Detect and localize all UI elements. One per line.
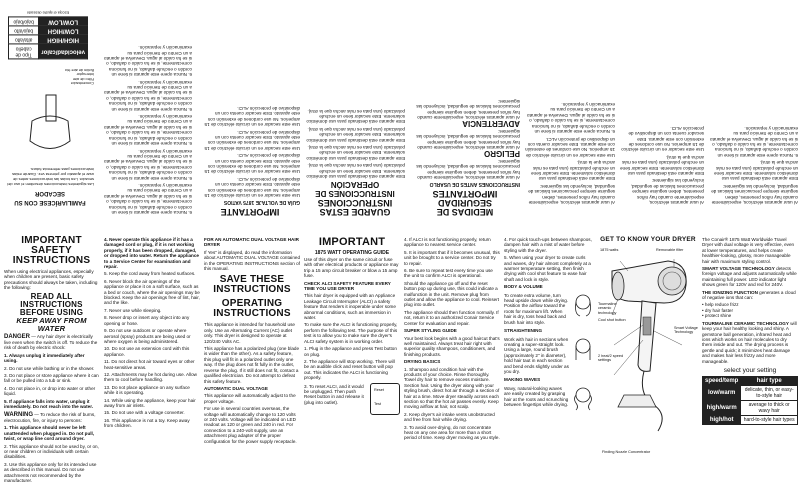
straightening-text: Work with hair in sections when creating a super-straight look. Using a large, round brush (approximately 2" in diameter), hold hair taut in each section and bend ends slightly under as you dry. [504,336,569,374]
techniques-column [504,236,594,458]
upside-col2-body-repeat: 6. Nunca opere este aparato si tiene un cordón o enchufe dañado, si no funciona correctamente, si se ha caído o dañado, o si se ha caído al agua. Devuelva el aparato a un Centro de Servicio para su examinación y reparación. [709,125,798,158]
upside-table-caption: Escoja el ajuste deseado [26,10,70,15]
warning-item: 15. Do not use with a voltage converter. [104,410,185,416]
warning-item: 9. Do not use outdoors or operate where aerosol (spray) products are being used or where oxygen is being administered. [104,328,191,344]
warning-item: 3. Use this appliance only for its intended use as described in this manual. Do not use attachments not recommended by the manufacturer. [4,461,97,483]
auto-voltage-text: For use in several countries overseas, the voltage will automatically change to 120 volts or 240 volts. Voltage will be indicated on LED readout as 120 or green and 240 in red. For connection to a 240-volt supply, use an attachment plug adapter of the proper configuration for the power supply receptacle. [204,406,297,444]
alci-title: CHECK ALCI SAFETY FEATURE EVERY TIME YOU USE DRYER [304,280,391,292]
save-instructions-heading: SAVE THESE INSTRUCTIONS [213,274,291,296]
upside-col-3 [200,6,300,216]
upside-col3-body-repeat: Use este secador en un circuito eléctrico de 15 amperios. No use cordones de extensión con este aparato. Este secador cuenta con un dispositivo de protección ALCI. [204,153,300,175]
settings-hair-cell: hard-to-style hair types [741,415,798,424]
drying-basics-title: DRYING BASICS [404,359,441,365]
upside-col-8 [708,6,798,206]
upside-col4-sub: INSTRUCCIONES DE OPERACIÓN [315,180,395,198]
ionizing-text: generates a cloud of negative ions that can: [702,289,796,301]
styling-column [404,236,500,458]
danger-item: 4. Do not place in, or drop into water or other liquid. [4,385,96,397]
warning-item: 12. Attachments may be hot during use. Allow them to cool before handling. [104,371,197,383]
drying-step: 1. Shampoo and condition hair with the products of your choice. Rinse thoroughly. Towel dry hair to remove excess moisture. Section hair. Using the dryer along with your styling brush, direct hot air through a section of hair at a time. Move dryer steadily across each section so that the hot air passes evenly. Keep moving airflow at hair, not scalp. [404,366,500,410]
dual-voltage-title: FOR AN AUTOMATIC DUAL VOLTAGE HAIR DRYER [204,237,299,248]
upside-col1-label-2: Filtro de aire [72,76,94,81]
upside-col-7 [620,6,704,206]
upside-col1-body: Las siguientes instrucciones describen el uso del secador. Lea todas las instrucciones antes de usar el aparato por primera vez. Guarde estas instrucciones para referencia futura. [7,167,94,187]
tourmaline-label: Tourmaline ceramic technology [598,302,617,315]
operating-instructions-heading: OPERATING INSTRUCTIONS [213,298,291,320]
warning-item: 2. This appliance should not be used by, or on, or near children or individuals with certain disabilities. [4,443,99,460]
upside-col3-body-repeat: Use este secador en un circuito eléctrico de 15 amperios. No use cordones de extensión con este aparato. Este secador cuenta con un dispositivo de protección ALCI. [204,129,300,151]
safety-column [4,235,99,483]
drying-step: 4. For quick touch-ups between shampoos, dampen hair with a mist of water before styling with the dryer. [504,237,592,253]
smart-voltage-label: Smart Voltage Technology [674,326,698,335]
settings-speed-cell: low/warm [703,385,741,400]
upside-col3-body-repeat: Use este secador en un circuito eléctrico de 15 amperios. No use cordones de extensión con este aparato. Este secador cuenta con un dispositivo de protección ALCI. [204,105,300,128]
warning-item: 11. Do not direct hot air toward eyes or other heat-sensitive areas. [104,359,195,370]
upside-col4-title: GUARDE ESTAS INSTRUCCIONES [317,198,393,217]
alci-text: This hair dryer is equipped with an Appliance Leakage Circuit Interrupter (ALCI) a safety feature that renders it inoperable under some abnormal conditions, such as immersion in water. [304,293,396,321]
upside-col5-warn: PELIGRO [483,149,520,159]
upside-col3-body-repeat: Use este secador en un circuito eléctrico de 15 amperios. No use cordones de extensión con este aparato. Este secador cuenta con un dispositivo de protección ALCI. [525,136,615,158]
settings-speed-cell: high/warm [703,400,741,415]
alci-text: To make sure the ALCI is functioning properly, perform the following test. The purpose of this test is to allow you to make sure the dryer's ALCI safety system is in working order. [304,322,398,344]
drying-step: 2. Keep dryer's air intake vents unobstructed and free from hair while drying. [404,411,495,423]
settings-hair-cell: average to thick or wavy hair [741,400,798,415]
upside-settings-table [8,10,88,59]
alci-step: 3. To reset ALCI, and it would be unplugged. Then push Reset button in and release it (plug into outlet). [304,383,364,405]
hair-dryer-illustration [598,245,698,435]
select-setting-heading: select your setting [723,366,777,374]
warning-item: 13. Do not place appliance on any surface while it is operating. [104,384,190,396]
smart-voltage-text: detects foreign voltage and adjusts automatically while maintaining full power. LED indicator light shows green for 120V and red for 240V. [702,266,797,288]
upside-col1-title: FAMILIARÍCESE CON SU SECADOR [14,190,86,205]
upside-col2-body-repeat: 6. Nunca opere este aparato si tiene un cordón o enchufe dañado, si no funciona correctamente, si se ha caído o dañado, o si se ha caído al agua. Devuelva el aparato a un Centro de Servicio para su examinación y reparación. [103,45,192,78]
upside-col-2 [102,6,192,216]
filter-label: Removable filter [656,248,684,252]
upside-col-5 [410,6,520,216]
nozzle-label: Finding Nozzle Concentrator [602,450,651,454]
settings-header: speed/temp [703,376,741,385]
upside-col-6 [525,6,615,206]
drying-step: 5. When using your dryer to create curls and waves, dry hair almost completely at a warmer temperature setting, then finish drying with cool shot feature to ease hair shaft and lock in style. [504,255,591,282]
safety-intro: When using electrical appliances, especially when children are present, basic safety precautions should always be taken, including the following: [4,269,98,291]
upside-col2-body-repeat: 6. Nunca opere este aparato si tiene un cordón o enchufe dañado, si no funciona correctamente, si se ha caído o dañado, o si se ha caído al agua. Devuelva el aparato a un Centro de Servicio para su examinación y reparación. [103,148,192,181]
alci-step: 2. The appliance will stop working. There will be an audible click and reset button will pop out. This indicates the ALCI is functioning properly. [304,358,395,381]
upside-col1-label-1: Concentrador [70,81,94,85]
upside-col3-sub: GUÍA DE VOLTAJE 1875 VATIOS [223,199,300,205]
upside-col3-body: Use este secador en un circuito eléctrico de 15 amperios. No use cordones de extensión con este aparato. Este secador cuenta con un dispositivo de protección ALCI. [204,176,300,198]
warning-item: 4. Never operate this appliance if it has a damaged cord or plug, if it is not working properly, if it has been dropped, damaged, or dropped into water. Return the appliance to a Service Center for examination and repair. [104,237,199,270]
upside-col5-sub: INSTRUCCIONES ANTES DE USARLO [429,181,520,187]
upside-col5-body-repeat: Al usar aparatos eléctricos, especialmente cuando hay niños presentes, deben seguirse siempre precauciones básicas de seguridad, incluyendo las siguientes: [416,98,520,120]
upside-table-cell: bajo/bajo [9,17,39,26]
upside-col4-body-repeat: Este aparato está destinado para uso doméstico solamente. Este secador tiene un enchufe polarizado (una pata es más ancha que la otra). [713,160,798,182]
watts-label: 1875 watts [600,248,619,252]
settings-table [702,376,798,425]
super-styling-text: Your best look begins with a good haircut that's well maintained. Always treat hair right with superior quality shampoos, conditioners, and finishing products. [404,335,500,357]
super-styling-title: SUPER STYLING GUIDE [404,328,457,334]
cool-shot-label: Cool shot button [598,318,626,322]
dual-voltage-text: If Yes" is displayed, do read the information about AUTOMATIC DUAL VOLTAGE contained in the OPERATING INSTRUCTIONS section of this manual. [204,249,300,272]
tourmaline-text: will keep your hair healthy looking and shiny. A gemstone ball generation, infrared heat and ions which works on hair molecules to dry them inside and out. The drying process is gentle and quick; it minimizes heat damage and makes hair less frizzy and more manageable. [702,320,797,364]
ionizing-title: THE IONIZING FUNCTION [702,289,758,295]
settings-hair-cell: delicate, thin, or easy-to-style hair [741,385,798,400]
alci-step: 5. It is important that if it becomes unusual, this unit be brought to a service center. Do not try to repair. [404,249,500,266]
auto-voltage-title: AUTOMATIC DUAL VOLTAGE [204,385,268,391]
keep-away-heading: KEEP AWAY FROM WATER [16,315,87,333]
know-your-dryer-title: GET TO KNOW YOUR DRYER [600,236,696,243]
making-waves-text: Wavy, natural-looking waves are easily created by grasping hair at the roots and scrunching between fingertips while drying. [504,385,569,407]
warning-item: 5. Keep the cord away from heated surfaces. [104,271,196,277]
read-instructions-heading: READ ALL INSTRUCTIONS BEFORE USING [19,291,84,317]
woman-head-icon [572,292,594,318]
alci-step: 6. Be sure to repeat test every time you use the unit to confirm ALCI is operational. [404,268,493,279]
upside-table-cell: bajo/alto [9,26,39,35]
alci-text: Use of this dryer on the same circuit or fuse with other electrical products or appliance may trip a 15 amp circuit breaker or blow a 15 amp fuse. [304,257,399,279]
upside-col1-label-3: Interruptor [76,72,94,77]
test-label: Test [374,401,381,406]
ion-benefit: • protect shine [702,313,732,319]
danger-item: 1. Always unplug it immediately after using. [4,352,85,364]
upside-col4-body-repeat: Este aparato está destinado para uso doméstico solamente. Este secador tiene un enchufe polarizado (una pata es más ancha que la otra). [306,144,405,161]
ion-benefit: • help reduce frizz [702,302,739,308]
tourmaline-title: TOURMALINE CERAMIC TECHNOLOGY [702,320,789,326]
warning-item: 7. Never use while sleeping. [104,307,162,313]
alci-step: 1. Plug in the appliance and press Test button on plug. [304,346,397,357]
upside-col5-body-repeat: Al usar aparatos eléctricos, especialmente cuando hay niños presentes, deben seguirse siempre precauciones básicas de seguridad, incluyendo las siguientes: [528,183,615,205]
ion-benefit: • dry hair faster [702,307,733,313]
drying-step: 3. To avoid over-drying, do not concentrate heat on any one area for more than a short period of time. Keep dryer moving as you style. [404,424,500,441]
smart-voltage-title: SMART VOLTAGE TECHNOLOGY [702,266,775,272]
auto-voltage-text: This appliance will automatically adjust to the proper voltage. [204,393,296,404]
operating-text: This appliance has a polarized plug (one blade is wider than the other). As a safety feature, this plug will fit in a polarized outlet only one way. If the plug does not fit fully in the outlet, reverse the plug. If it still does not fit, contact a qualified electrician. Do not attempt to defeat this safety feature. [204,346,300,384]
body-volume-title: BODY & VOLUME [504,284,543,290]
warning-item: 16. This appliance is not a toy. Keep away from children. [104,417,190,429]
upside-table-header-left: velocidad/calor [39,44,88,59]
upside-col4-body-repeat: Este aparato está destinado para uso doméstico solamente. Este secador tiene un enchufe polarizado (una pata es más ancha que la otra). [306,126,405,143]
upside-table-header-right: Tipo de cabello [9,44,39,59]
woman-head-icon [572,385,594,411]
upside-col1-label-4: Botón de aire frío [64,67,94,72]
danger-item: 5. If appliance falls into water, unplug it immediately. Do not reach into the water. [4,398,94,410]
warning-item: 8. Never drop or insert any object into any opening or hose. [104,315,190,326]
upside-table-cell: alta/alto [9,35,39,44]
upside-col2-body: 6. Nunca opere este aparato si tiene un cordón o enchufe dañado, si no funciona correctamente, si se ha caído o dañado, o si se ha caído al agua. Devuelva el aparato a un Centro de Servicio para su examinación y reparación. [103,182,192,215]
woman-head-icon [572,336,594,362]
upside-col4-body: Este aparato está destinado para uso doméstico solamente. Este secador tiene un enchufe polarizado (una pata es más ancha que la otra). [306,163,405,179]
making-waves-title: MAKING WAVES [504,377,541,383]
operating-column [204,236,300,458]
danger-label: DANGER [4,333,31,340]
safety-title: IMPORTANT SAFETY INSTRUCTIONS [12,235,91,266]
upside-col2-body-repeat: 6. Nunca opere este aparato si tiene un cordón o enchufe dañado, si no funciona correctamente, si se ha caído o dañado, o si se ha caído al agua. Devuelva el aparato a un Centro de Servicio para su examinación y reparación. [103,79,192,112]
danger-text: — Any hair dryer is electrically live even when the switch is off. To reduce the risk of death by electric shock: [4,333,98,351]
warning-text: — To reduce the risk of burns, electrocution, fire, or injury to persons: [4,411,96,423]
speed-settings-label: 2 heat/2 speed settings [598,354,624,363]
features-column [702,236,798,458]
upside-col4-body-repeat: Este aparato está destinado para uso doméstico solamente. Este secador tiene un enchufe polarizado (una pata es más ancha que la otra). [530,160,615,182]
upside-table-cell: LOW/LOW [39,17,88,26]
upside-col2-body-repeat: 6. Nunca opere este aparato si tiene un cordón o enchufe dañado, si no funciona correctamente, si se ha caído o dañado, o si se ha caído al agua. Devuelva el aparato a un Centro de Servicio para su examinación y reparación. [103,114,192,147]
settings-header: hair type [741,376,798,385]
warning-item: 10. Do not use an extension cord with this appliance. [104,346,190,357]
upside-col3-title: IMPORTANTE [220,207,280,217]
reset-label: Reset [374,387,384,392]
upside-col5-title: MEDIDAS DE SEGURIDAD IMPORTANTES [432,189,498,217]
alci-text: The appliance should then function normally. If not, return it to an authorized Conair Service Center for evaluation and repair. [404,309,499,326]
upside-col-4 [305,6,405,216]
alci-column [304,236,400,458]
warning-item: 6. Never block the air openings of the appliance or place it on a soft surface, such as a bed or couch, where the air openings may be blocked. Keep the air openings free of lint, hair, and the like. [104,278,200,306]
warning-label: WARNING [4,411,33,418]
warning-item: 14. While using the appliance, keep your hair away from air inlets. [104,397,196,408]
watt-guide-sub: 1875 WATT OPERATING GUIDE [314,250,390,256]
important-title: IMPORTANT [318,236,386,248]
features-intro: The Conair® 1875 Watt Worldwide Travel Dryer with dual voltage is very effective, even at lower temperatures, and helps create healthier-looking, glossy, more manageable hair with maximum styling control. [702,237,795,264]
upside-col5-body-repeat: Al usar aparatos eléctricos, especialmente cuando hay niños presentes, deben seguirse siempre precauciones básicas de seguridad, incluyendo las siguientes: [711,183,798,205]
warnings-column [104,236,200,458]
straightening-title: STRAIGHTENING [504,328,543,334]
upside-col4-body-repeat: Este aparato está destinado para uso doméstico solamente. Este secador tiene un enchufe polarizado (una pata es más ancha que la otra). [619,154,704,176]
danger-item: 3. Do not place or store appliance where it can fall or be pulled into a tub or sink. [4,373,99,384]
plug-illustration [370,383,400,415]
body-volume-text: To create extra volume, turn head upside down while drying. Position the airflow toward the roots for maximum lift. When hair is dry, toss head back and brush hair into style. [504,292,569,325]
upside-col2-body-repeat: 6. Nunca opere este aparato si tiene un cordón o enchufe dañado, si no funciona correctamente, si se ha caído o dañado, o si se ha caído al agua. Devuelva el aparato a un Centro de Servicio para su examinación y reparación. [526,102,615,135]
danger-item: 2. Do not use while bathing or in the shower. [4,365,95,371]
hand-dryer-illustration [20,91,80,161]
dryer-diagram-column [598,236,698,458]
upside-table-cell: LOW/HIGH [39,26,88,35]
upside-col5-body-repeat: Al usar aparatos eléctricos, especialmente cuando hay niños presentes, deben seguirse siempre precauciones básicas de seguridad, incluyendo las siguientes: [416,128,520,150]
upside-col3-body-repeat: Use este secador en un circuito eléctrico de 15 amperios. No use cordones de extensión con este aparato. Este secador cuenta con un dispositivo de protección ALCI. [621,125,704,153]
operating-text: This appliance is intended for household use only. Use an Alternating Current (AC) outlet only. This dryer is designed to operate at 120/240 Volts AC. [204,322,295,344]
upside-col5-body-repeat: Al usar aparatos eléctricos, especialmente cuando hay niños presentes, deben seguirse siempre precauciones básicas de seguridad, incluyendo las siguientes: [630,178,704,205]
upside-col4-body-repeat: Este aparato está destinado para uso doméstico solamente. Este secador tiene un enchufe polarizado (una pata es más ancha que la otra). [306,108,405,125]
warning-item: 1. This appliance should never be left unattended when plugged in. Do not pull, twist, or wrap line cord around dryer. [4,425,95,442]
upside-col5-body: Al usar aparatos eléctricos, especialmente cuando hay niños presentes, deben seguirse siempre precauciones básicas de seguridad, incluyendo las siguientes: [416,158,520,180]
alci-text: Should the appliance go off and the reset button pop up during use, this could indicate a malfunction in the unit. Remove plug from outlet and allow the appliance to cool. Reinsert plug into outlet. [404,280,499,308]
settings-speed-cell: high/hot [703,415,741,424]
upside-table-cell: HIGH/HIGH [39,35,88,44]
alci-step: 4. If ALCI is not functioning properly, return appliance to nearest service center. [404,237,491,248]
upside-col5-warn2: ADVERTENCIA [462,119,520,129]
